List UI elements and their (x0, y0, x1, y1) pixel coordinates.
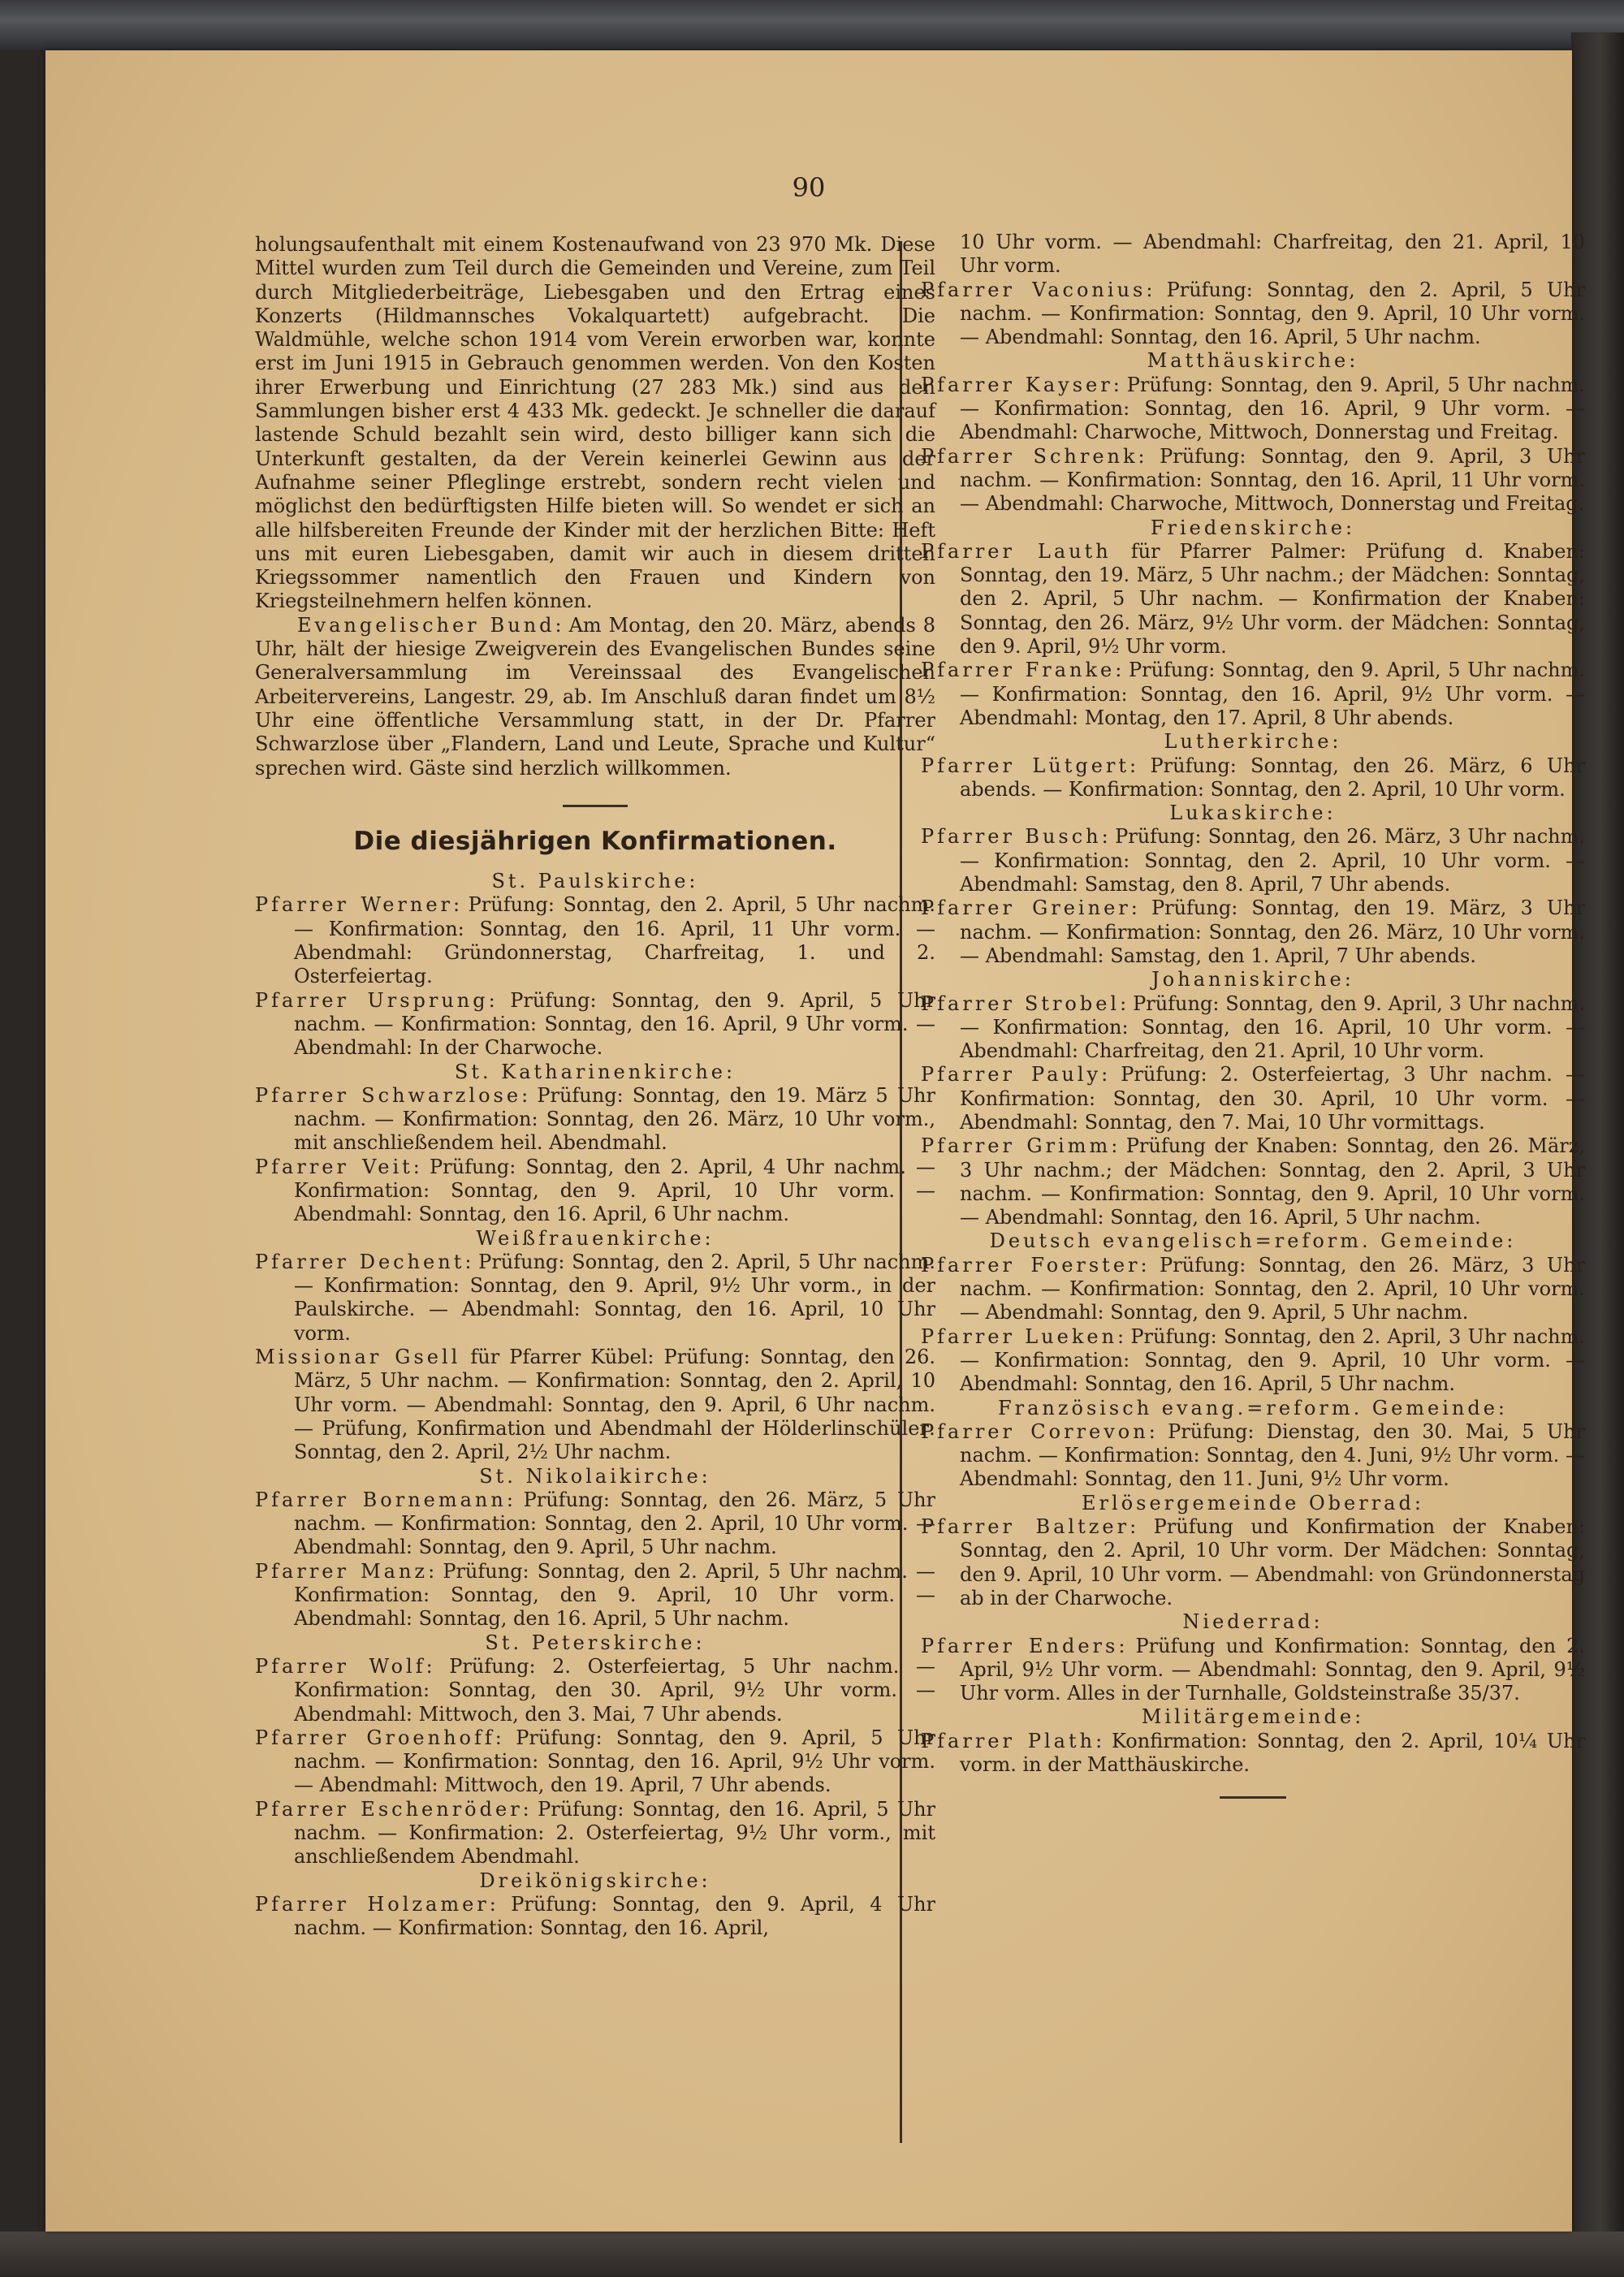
entry-text: : Prüfung: Sonntag, den 9. April, 5 Uhr nachm. — Konfirmation: Sonntag, den 16. April, 9½ Uhr vorm. — Abendmahl: Mittwoch, den 19. April, 7 Uhr abends. (294, 1726, 936, 1797)
pastor-name: Pfarrer Kayser (921, 373, 1113, 396)
church-heading: Matthäuskirche: (1147, 349, 1359, 373)
pastor-name: Pfarrer Veit (255, 1155, 413, 1178)
section-title: Die diesjährigen Konfirmationen. (353, 826, 837, 856)
pastor-name: Pfarrer Eschenröder (255, 1797, 523, 1821)
confirmation-entry (921, 1730, 1585, 1778)
confirmation-entry (255, 1655, 935, 1726)
confirmation-entry (921, 445, 1585, 516)
pastor-name: Pfarrer Lueken (921, 1324, 1118, 1348)
entry-text: : Prüfung: Sonntag, den 26. März, 5 Uhr nachm. — Konfirmation: Sonntag, den 2. April, 10 Uhr vorm. — Abendmahl: Sonntag, den 9. April, 5 Uhr nachm. (294, 1488, 935, 1559)
continuation-entries (921, 279, 1585, 350)
entry-text: : Prüfung: 2. Osterfeiertag, 3 Uhr nachm. — Konfirmation: Sonntag, den 30. April, 10 Uhr vorm. — Abendmahl: Sonntag, den 7. Mai, 10 Uhr vormittags. (960, 1063, 1585, 1134)
pastor-name: Pfarrer Dechent (255, 1250, 465, 1273)
church-heading: Friedenskirche: (1150, 516, 1356, 539)
evangelischer-bund-name: Evangelischer Bund (297, 613, 555, 637)
church-heading: St. Katharinenkirche: (454, 1060, 736, 1083)
pastor-name: Pfarrer Strobel (921, 992, 1121, 1015)
confirmation-entry (255, 1488, 935, 1560)
pastor-name: Pfarrer Werner (255, 893, 454, 917)
confirmation-entry (255, 1251, 935, 1346)
section-title-block (255, 805, 935, 856)
church-heading: Erlösergemeinde Oberrad: (1082, 1491, 1424, 1514)
entry-text: : Prüfung: Sonntag, den 26. März, 3 Uhr nachm. — Konfirmation: Sonntag, den 2. April, 10 Uhr vorm. — Abendmahl: Samstag, den 8. April, 7 Uhr abends. (960, 825, 1585, 897)
left-column (255, 233, 935, 1940)
confirmation-entry (255, 1560, 935, 1631)
pastor-name: Pfarrer Holzamer (255, 1892, 490, 1916)
confirmation-entry (921, 897, 1585, 968)
church-heading: Niederrad: (1182, 1610, 1324, 1634)
church-heading: Französisch evang.=reform. Gemeinde: (997, 1396, 1509, 1419)
right-column (921, 231, 1585, 1799)
confirmation-entry (921, 540, 1585, 659)
entry-text: : Prüfung: Dienstag, den 30. Mai, 5 Uhr nachm. — Konfirmation: Sonntag, den 4. Juni, 9½ Uhr vorm. — Abendmahl: Sonntag, den 11. Juni, 9½ Uhr vorm. (960, 1419, 1586, 1491)
church-heading: Lutherkirche: (1164, 730, 1342, 754)
confirmation-entry (255, 1346, 935, 1464)
confirmation-entry (255, 1893, 935, 1941)
church-heading: Lukaskirche: (1169, 801, 1337, 825)
evangelischer-bund-text: : Am Montag, den 20. März, abends 8 Uhr, hält der hiesige Zweigverein des Evangelischen Bundes seine Generalversammlung im Vereinssaal des Evangelischen Arbeitervereins, Langestr. 29, ab. Im Anschluß daran findet um 8½ Uhr eine öffentliche Versammlung statt, in der Dr. Pfarrer Schwarzlose über „Flandern, Land und Leute, Sprache und Kultur“ sprechen wird. Gäste sind herzlich willkommen. (255, 613, 935, 780)
church-heading: Dreikönigskirche: (479, 1869, 711, 1892)
pastor-name: Pfarrer Wolf (255, 1654, 426, 1678)
confirmation-entry (255, 1084, 935, 1156)
pastor-name: Pfarrer Grimm (921, 1134, 1112, 1158)
entry-text: : Prüfung: Sonntag, den 9. April, 3 Uhr nachm. — Konfirmation: Sonntag, den 16. April, 10 Uhr vorm. — Abendmahl: Charfreitag, den 21. April, 10 Uhr vorm. (960, 992, 1585, 1063)
pastor-name: Pfarrer Groenhoff (255, 1726, 495, 1749)
pastor-name: Pfarrer Vaconius (921, 278, 1147, 301)
confirmation-entry (255, 1798, 935, 1869)
entry-text: : Konfirmation: Sonntag, den 2. April, 10¼ Uhr vorm. in der Matthäuskirche. (960, 1729, 1585, 1776)
church-heading: Weißfrauenkirche: (476, 1226, 715, 1250)
entry-text: : Prüfung: Sonntag, den 2. April, 3 Uhr nachm. — Konfirmation: Sonntag, den 9. April, 10 Uhr vorm. — Abendmahl: Sonntag, den 16. April, 5 Uhr nachm. (960, 1324, 1585, 1396)
confirmation-entry (921, 992, 1585, 1064)
confirmation-entry (921, 374, 1585, 445)
entry-text: : Prüfung: Sonntag, den 16. April, 5 Uhr nachm. — Konfirmation: 2. Osterfeiertag, 9½ Uhr vorm., mit anschließendem Abendmahl. (294, 1797, 936, 1869)
confirmation-entry (921, 1635, 1585, 1706)
church-heading: Johanniskirche: (1151, 968, 1354, 992)
scan-bottom-edge (0, 2232, 1624, 2277)
church-heading: Deutsch evangelisch=reform. Gemeinde: (989, 1229, 1517, 1253)
continuation-text: 10 Uhr vorm. — Abendmahl: Charfreitag, den 21. April, 10 Uhr vorm. (960, 231, 1585, 278)
entry-text: : Prüfung: Sonntag, den 9. April, 4 Uhr nachm. — Konfirmation: Sonntag, den 16. April, (294, 1892, 936, 1940)
right-church-list (921, 349, 1585, 1777)
entry-text: : Prüfung: Sonntag, den 26. März, 3 Uhr nachm. — Konfirmation: Sonntag, den 2. April, 10 Uhr vorm. — Abendmahl: Sonntag, den 9. April, 5 Uhr nachm. (960, 1253, 1585, 1324)
evangelischer-bund-paragraph (255, 614, 935, 780)
confirmation-entry (921, 1420, 1585, 1492)
entry-text: für Pfarrer Kübel: Prüfung: Sonntag, den 26. März, 5 Uhr nachm. — Konfirmation: Sonntag, den 2. April, 10 Uhr vorm. — Abendmahl: Sonntag, den 9. April, 6 Uhr nachm. — Prüfung, Konfirmation und Abendmahl der Hölderlinschüler: Sonntag, den 2. April, 2½ Uhr nachm. (294, 1346, 935, 1464)
pastor-name: Pfarrer Plath (921, 1729, 1096, 1752)
pastor-name: Pfarrer Schwarzlose (255, 1083, 522, 1107)
scan-top-edge (0, 0, 1624, 50)
entry-text: : Prüfung: Sonntag, den 9. April, 5 Uhr nachm. — Konfirmation: Sonntag, den 16. April, 9 Uhr vorm. — Abendmahl: In der Charwoche. (294, 988, 935, 1060)
pastor-name: Pfarrer Foerster (921, 1253, 1141, 1277)
entry-text: : Prüfung: Sonntag, den 9. April, 5 Uhr nachm. — Konfirmation: Sonntag, den 16. April, 9½ Uhr vorm. — Abendmahl: Montag, den 17. April, 8 Uhr abends. (960, 659, 1585, 729)
entry-text: : Prüfung: Sonntag, den 2. April, 5 Uhr nachm. — Konfirmation: Sonntag, den 16. April, 11 Uhr vorm. — Abendmahl: Gründonnerstag, Charfreitag, 1. und 2. Osterfeiertag. (294, 893, 935, 988)
entry-text: : Prüfung: Sonntag, den 2. April, 5 Uhr nachm. — Konfirmation: Sonntag, den 9. April, 9½ Uhr vorm., in der Paulskirche. — Abendmahl: Sonntag, den 16. April, 10 Uhr vorm. (294, 1250, 935, 1345)
pastor-name: Missionar Gsell (255, 1346, 461, 1369)
pastor-name: Pfarrer Baltzer (921, 1515, 1130, 1539)
entry-text: : Prüfung: Sonntag, den 2. April, 5 Uhr nachm. — Konfirmation: Sonntag, den 9. April, 10 Uhr vorm. — Abendmahl: Sonntag, den 16. April, 5 Uhr nachm. (294, 1559, 936, 1631)
left-church-list (255, 870, 935, 1940)
entry-text: : Prüfung: Sonntag, den 19. März 5 Uhr nachm. — Konfirmation: Sonntag, den 26. März, 10 Uhr vorm., mit anschließendem heil. Abendmahl. (294, 1083, 935, 1155)
pastor-name: Pfarrer Bornemann (255, 1488, 507, 1511)
page-number: 90 (792, 172, 826, 203)
confirmation-entry (921, 1515, 1585, 1610)
pastor-name: Pfarrer Greiner (921, 897, 1131, 920)
end-rule (1220, 1796, 1286, 1799)
entry-text: : Prüfung und Konfirmation der Knaben: Sonntag, den 2. April, 10 Uhr vorm. Der Mädchen: Sonntag, den 9. April, 10 Uhr vorm. — Abendmahl: von Gründonnerstag ab in der Charwoche. (960, 1515, 1585, 1609)
pastor-name: Pfarrer Schrenk (921, 444, 1138, 468)
confirmation-entry (921, 1134, 1585, 1229)
entry-text: : Prüfung der Knaben: Sonntag, den 26. März, 3 Uhr nachm.; der Mädchen: Sonntag, den 2. April, 3 Uhr nachm. — Konfirmation: Sonntag, den 9. April, 10 Uhr vorm. — Abendmahl: Sonntag, den 16. April, 5 Uhr nachm. (960, 1134, 1585, 1229)
confirmation-entry (921, 659, 1585, 730)
pastor-name: Pfarrer Enders (921, 1634, 1119, 1657)
title-rule (563, 805, 628, 807)
confirmation-entry (255, 1726, 935, 1798)
church-heading: St. Nikolaikirche: (479, 1464, 711, 1488)
pastor-name: Pfarrer Pauly (921, 1063, 1102, 1087)
church-heading: St. Paulskirche: (491, 870, 699, 893)
confirmation-entry (255, 989, 935, 1061)
confirmation-entry (921, 1063, 1585, 1134)
entry-text: : Prüfung: Sonntag, den 2. April, 5 Uhr nachm. — Konfirmation: Sonntag, den 9. April, 10 Uhr vorm. — Abendmahl: Sonntag, den 16. April, 5 Uhr nachm. (960, 278, 1585, 349)
confirmation-entry (255, 1156, 935, 1227)
pastor-name: Pfarrer Lauth (921, 539, 1112, 563)
pastor-name: Pfarrer Manz (255, 1559, 429, 1583)
confirmation-entry (921, 279, 1585, 350)
confirmation-entry (921, 825, 1585, 897)
confirmation-entry (921, 754, 1585, 802)
church-heading: Militärgemeinde: (1141, 1705, 1365, 1729)
document-page (45, 50, 1586, 2232)
entry-text: : Prüfung: Sonntag, den 2. April, 4 Uhr nachm. — Konfirmation: Sonntag, den 9. April, 10 Uhr vorm. — Abendmahl: Sonntag, den 16. April, 6 Uhr nachm. (294, 1155, 935, 1226)
pastor-name: Pfarrer Lütgert (921, 754, 1130, 777)
entry-text: für Pfarrer Palmer: Prüfung d. Knaben: Sonntag, den 19. März, 5 Uhr nachm.; der Mädchen: Sonntag, den 2. April, 5 Uhr nachm. — Konfirmation der Knaben: Sonntag, den 26. März, 9½ Uhr vorm. der Mädchen: Sonntag, den 9. April, 9½ Uhr vorm. (960, 539, 1585, 659)
pastor-name: Pfarrer Busch (921, 825, 1102, 849)
church-heading: St. Peterskirche: (485, 1631, 706, 1654)
confirmation-entry (921, 1254, 1585, 1325)
pastor-name: Pfarrer Correvon (921, 1419, 1149, 1443)
confirmation-entry (921, 1325, 1585, 1397)
entry-text: : Prüfung: Sonntag, den 19. März, 3 Uhr nachm. — Konfirmation: Sonntag, den 26. März, 10 Uhr vorm. — Abendmahl: Samstag, den 1. April, 7 Uhr abends. (960, 897, 1586, 967)
intro-paragraph: holungsaufenthalt mit einem Kostenaufwand von 23 970 Mk. Diese Mittel wurden zum Teil durch die Gemeinden und Vereine, zum Teil durch Mitgliederbeiträge, Liebesgaben und den Ertrag eines Konzerts (Hildmannsches Vokalquartett) aufgebracht. Die Waldmühle, welche schon 1914 vom Verein erworben war, konnte erst im Juni 1915 in Gebrauch genommen werden. Von den Kosten ihrer Erwerbung und Einrichtung (27 283 Mk.) sind aus den Sammlungen bisher erst 4 433 Mk. gedeckt. Je schneller die darauf lastende Schuld bezahlt sein wird, desto billiger kann sich die Unterkunft gestalten, da der Verein keinerlei Gewinn aus der Aufnahme seiner Pfleglinge erstrebt, sondern recht vielen und möglichst den bedürftigsten Hilfe bieten will. So wendet er sich an alle hilfsbereiten Freunde der Kinder mit der herzlichen Bitte: Heft uns mit euren Liebesgaben, damit wir auch in diesem dritten Kriegssommer namentlich den Frauen und Kindern von Kriegsteilnehmern helfen können. (255, 233, 935, 613)
confirmation-entry (255, 893, 935, 988)
pastor-name: Pfarrer Franke (921, 659, 1116, 682)
entry-text: : Prüfung: 2. Osterfeiertag, 5 Uhr nachm. — Konfirmation: Sonntag, den 30. April, 9½ Uhr vorm. — Abendmahl: Mittwoch, den 3. Mai, 7 Uhr abends. (294, 1654, 935, 1726)
entry-text: : Prüfung: Sonntag, den 9. April, 5 Uhr nachm. — Konfirmation: Sonntag, den 16. April, 9 Uhr vorm. — Abendmahl: Charwoche, Mittwoch, Donnerstag und Freitag. (960, 373, 1585, 444)
pastor-name: Pfarrer Ursprung (255, 988, 489, 1012)
entry-text: : Prüfung und Konfirmation: Sonntag, den 2. April, 9½ Uhr vorm. — Abendmahl: Sonntag, den 9. April, 9½ Uhr vorm. Alles in der Turnhalle, Goldsteinstraße 35/37. (960, 1634, 1586, 1705)
entry-text: : Prüfung: Sonntag, den 26. März, 6 Uhr abends. — Konfirmation: Sonntag, den 2. April, 10 Uhr vorm. (960, 754, 1585, 801)
entry-text: : Prüfung: Sonntag, den 9. April, 3 Uhr nachm. — Konfirmation: Sonntag, den 16. April, 11 Uhr vorm. — Abendmahl: Charwoche, Mittwoch, Donnerstag und Freitag. (960, 444, 1586, 516)
